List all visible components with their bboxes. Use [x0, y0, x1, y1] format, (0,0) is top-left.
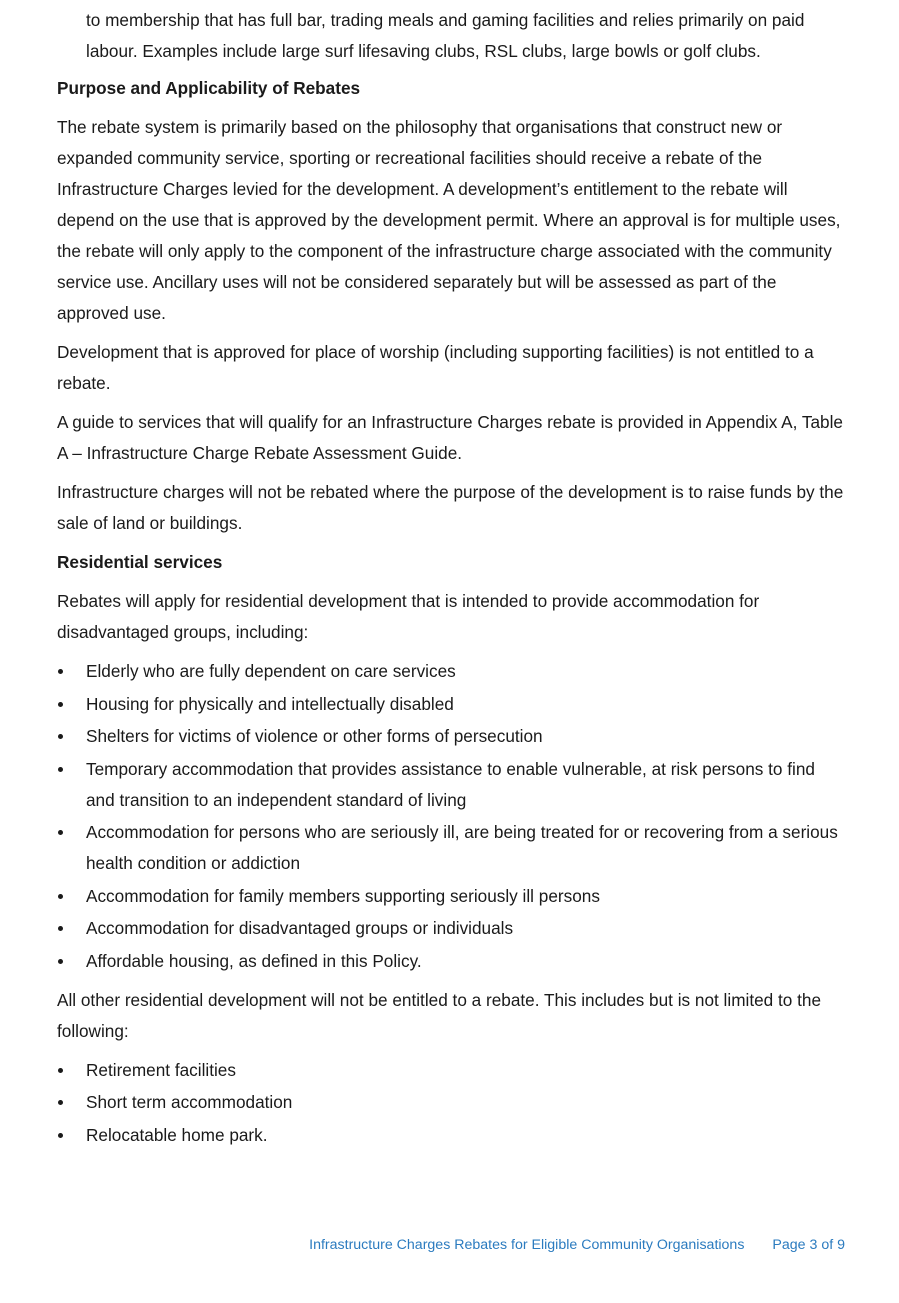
page-footer: [309, 1235, 845, 1255]
document-body: [57, 5, 847, 1159]
list-item: [57, 817, 847, 879]
list-item-text: Shelters for victims of violence or other forms of persecution: [86, 726, 543, 746]
list-item-text: Accommodation for family members supporting seriously ill persons: [86, 885, 600, 906]
list-item: [57, 913, 847, 944]
bullet-icon: [58, 767, 63, 772]
list-item-text: Accommodation for persons who are seriously ill, are being treated for or recovering from a serious health condition or addiction: [86, 822, 838, 873]
bullet-icon: [58, 959, 63, 964]
bullet-icon: [58, 894, 63, 899]
intro-continuation-paragraph: to membership that has full bar, trading meals and gaming facilities and relies primarily on paid labour. Examples include large surf lifesaving clubs, RSL clubs, large bowls or golf clubs.: [86, 10, 805, 61]
list-item-text: Temporary accommodation that provides assistance to enable vulnerable, at risk persons to find and transition to an independent standard of living: [86, 758, 815, 810]
list-item: [57, 1055, 847, 1086]
list-item-text: Housing for physically and intellectually disabled: [86, 693, 454, 714]
bullet-icon: [58, 1133, 63, 1138]
excluded-residential-list: [57, 1055, 847, 1151]
list-item-text: Retirement facilities: [86, 1059, 236, 1080]
list-item: [57, 1087, 847, 1118]
bullet-icon: [58, 926, 63, 931]
footer-page-number: Page 3 of 9: [772, 1237, 845, 1253]
residential-heading: Residential services: [57, 552, 223, 572]
purpose-paragraph-fund-raising: Infrastructure charges will not be rebated where the purpose of the development is to raise funds by the sale of land or buildings.: [57, 482, 844, 533]
purpose-paragraph-place-of-worship: Development that is approved for place of worship (including supporting facilities) is not entitled to a rebate.: [57, 342, 814, 393]
footer-document-title: Infrastructure Charges Rebates for Eligible Community Organisations: [309, 1237, 745, 1253]
bullet-icon: [58, 1100, 63, 1105]
residential-intro-paragraph: Rebates will apply for residential development that is intended to provide accommodation for disadvantaged groups, including:: [57, 591, 760, 642]
bullet-icon: [58, 830, 63, 835]
list-item-text: Affordable housing, as defined in this Policy.: [86, 950, 422, 971]
list-item: [57, 946, 847, 977]
eligible-residential-list: [57, 656, 847, 977]
list-item: [57, 1120, 847, 1151]
bullet-icon: [58, 734, 63, 739]
bullet-icon: [58, 702, 63, 707]
bullet-icon: [58, 1068, 63, 1073]
list-item: [57, 689, 847, 720]
list-item-text: Relocatable home park.: [86, 1124, 268, 1145]
list-item-text: Accommodation for disadvantaged groups or individuals: [86, 918, 514, 938]
purpose-heading: Purpose and Applicability of Rebates: [57, 78, 361, 98]
purpose-paragraph-philosophy: The rebate system is primarily based on the philosophy that organisations that construct new or expanded community service, sporting or recreational facilities should receive a rebate of the Infrastructure Charges levied for the development. A development’s entitlement to the rebate will depend on the use that is approved by the development permit. Where an approval is for multiple uses, the rebate will only apply to the component of the infrastructure charge associated with the community service use. Ancillary uses will not be considered separately but will be assessed as part of the approved use.: [57, 117, 841, 323]
list-item: [57, 881, 847, 912]
list-item-text: Short term accommodation: [86, 1092, 293, 1112]
list-item: [57, 721, 847, 752]
purpose-paragraph-appendix-guide: A guide to services that will qualify for an Infrastructure Charges rebate is provided in Appendix A, Table A – Infrastructure Charge Rebate Assessment Guide.: [57, 412, 843, 463]
bullet-icon: [58, 669, 63, 674]
list-item: [57, 656, 847, 687]
list-item-text: Elderly who are fully dependent on care services: [86, 661, 456, 681]
exclusion-intro-paragraph: All other residential development will not be entitled to a rebate. This includes but is not limited to the following:: [57, 989, 822, 1041]
list-item: [57, 754, 847, 816]
